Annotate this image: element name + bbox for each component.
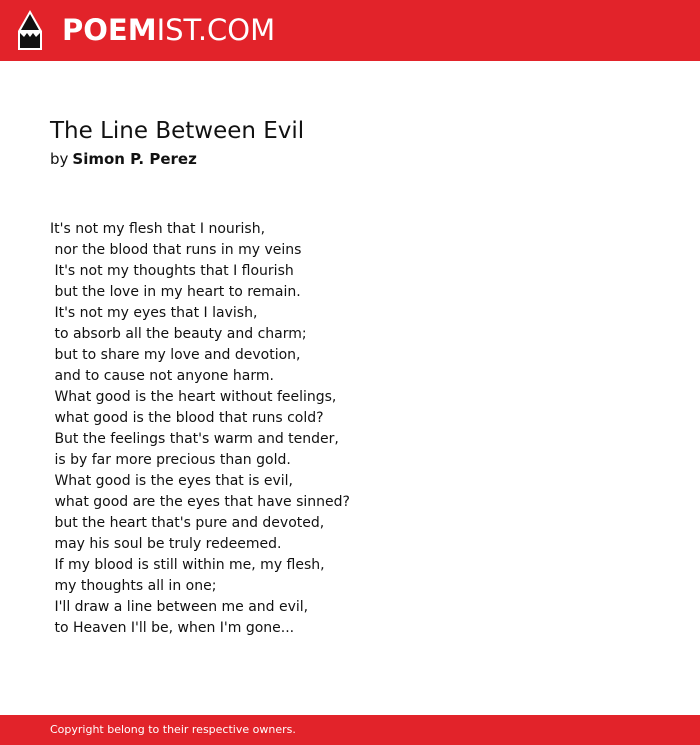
site-header xyxy=(0,0,700,61)
pencil-tip-icon[interactable] xyxy=(17,9,43,51)
brand-bold: POEM xyxy=(62,13,157,47)
poem-line: but the heart that's pure and devoted, xyxy=(50,515,325,531)
poem-line: It's not my thoughts that I flourish xyxy=(50,263,294,279)
by-label: by xyxy=(50,150,69,168)
site-footer xyxy=(0,715,700,745)
poem-title: The Line Between Evil xyxy=(50,118,305,144)
poem-line: and to cause not anyone harm. xyxy=(50,368,274,384)
author-name: Simon P. Perez xyxy=(72,150,197,168)
brand-light: IST.COM xyxy=(156,13,276,47)
poem-line: to Heaven I'll be, when I'm gone... xyxy=(50,620,295,636)
byline xyxy=(50,148,197,170)
poem-line: What good is the heart without feelings, xyxy=(50,389,337,405)
poem-line: It's not my flesh that I nourish, xyxy=(50,221,266,237)
poem-body xyxy=(50,219,350,639)
poem-line: my thoughts all in one; xyxy=(50,578,217,594)
poem-line: but the love in my heart to remain. xyxy=(50,284,301,300)
poem-line: But the feelings that's warm and tender, xyxy=(50,431,339,447)
poem-line: is by far more precious than gold. xyxy=(50,452,291,468)
poem-line: It's not my eyes that I lavish, xyxy=(50,305,258,321)
poem-line: what good are the eyes that have sinned? xyxy=(50,494,350,510)
poem-line: nor the blood that runs in my veins xyxy=(50,242,302,258)
poem-line: but to share my love and devotion, xyxy=(50,347,301,363)
copyright-text: Copyright belong to their respective owners. xyxy=(50,723,296,736)
poem-line: I'll draw a line between me and evil, xyxy=(50,599,309,615)
poem-line: If my blood is still within me, my flesh, xyxy=(50,557,325,573)
poem-line: may his soul be truly redeemed. xyxy=(50,536,282,552)
poem-line: What good is the eyes that is evil, xyxy=(50,473,293,489)
poem-line: to absorb all the beauty and charm; xyxy=(50,326,307,342)
site-logo-link[interactable] xyxy=(62,12,275,48)
poem-line: what good is the blood that runs cold? xyxy=(50,410,324,426)
